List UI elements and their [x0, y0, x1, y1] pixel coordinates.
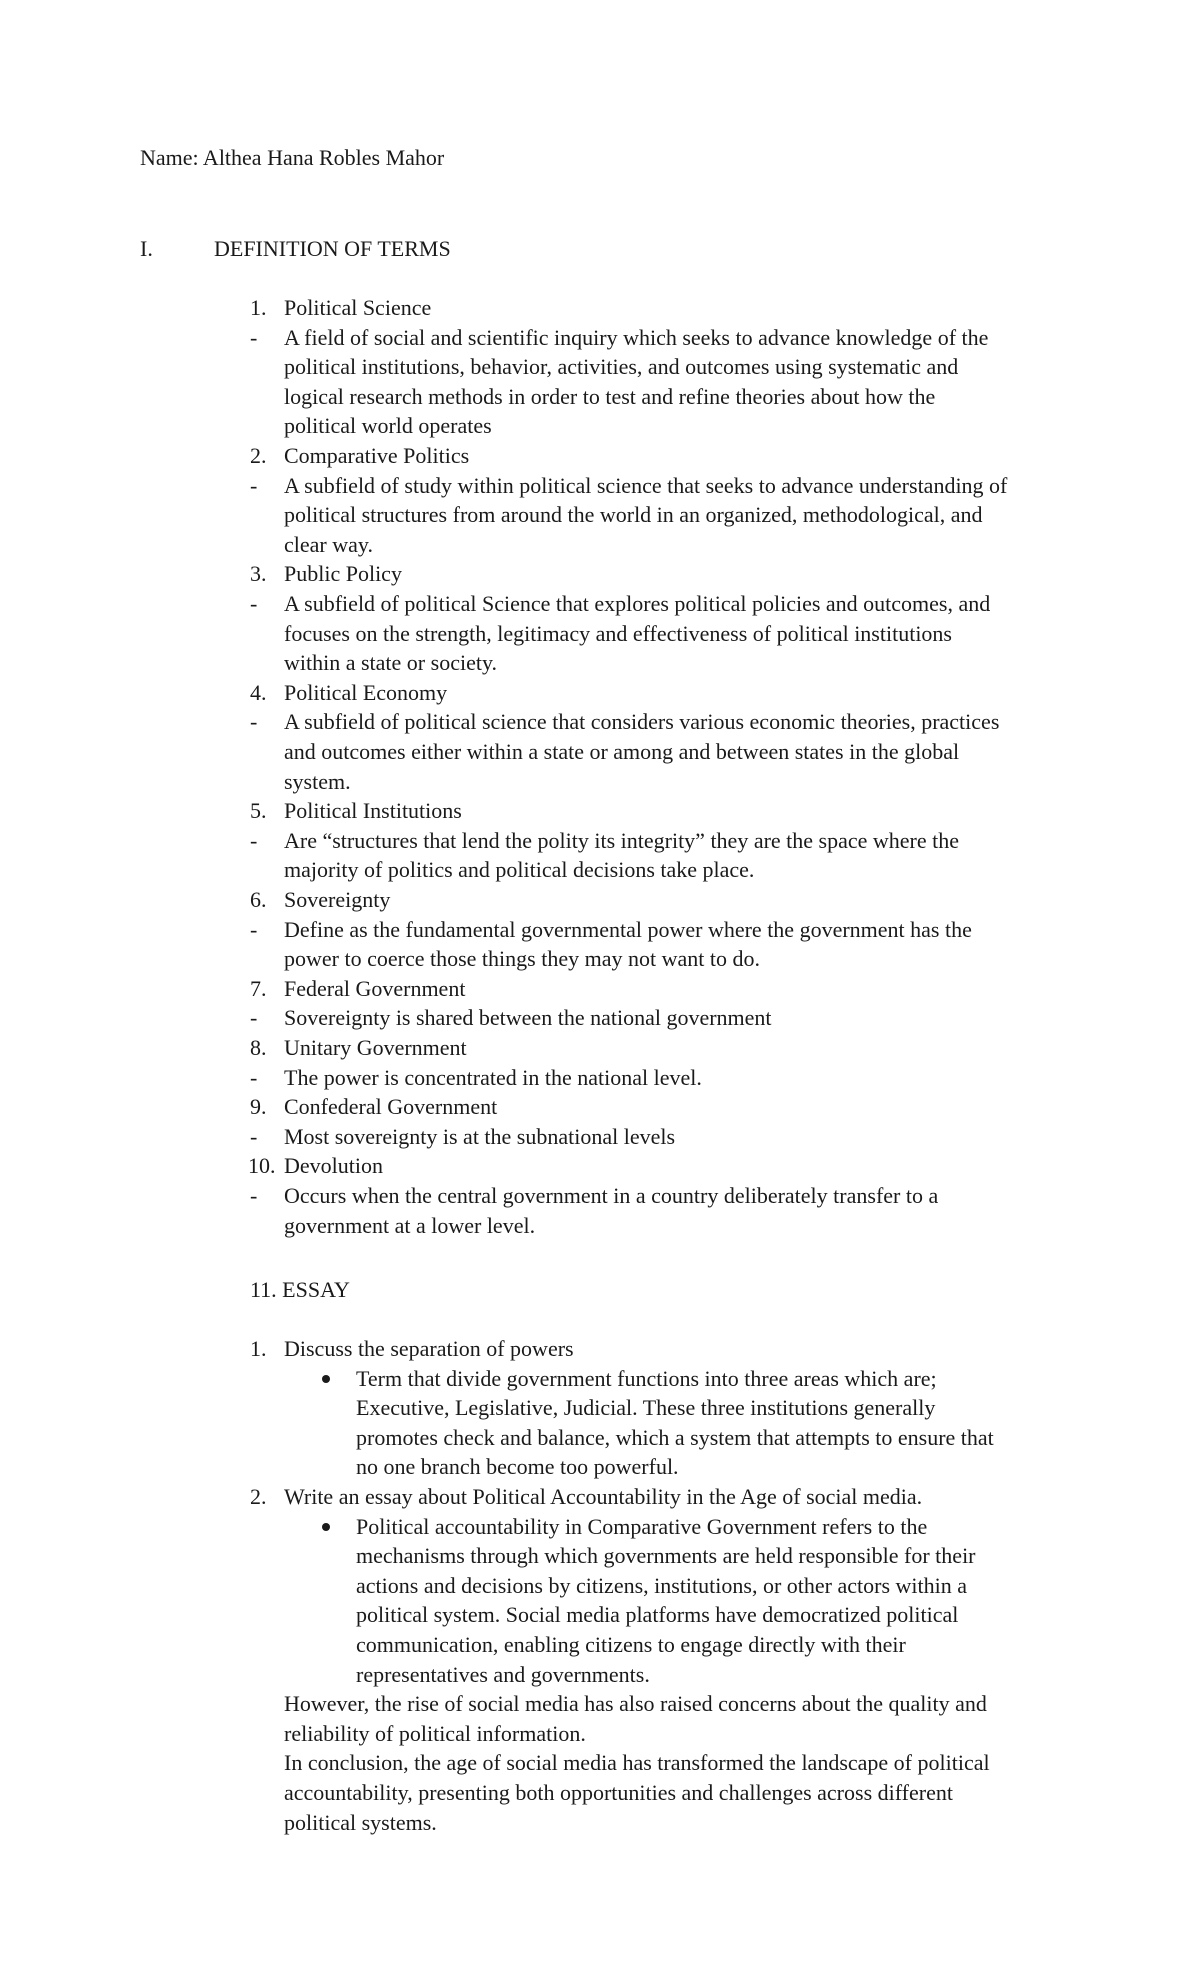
section-heading: DEFINITION OF TERMS [214, 236, 451, 261]
term-title: Political Institutions [284, 798, 462, 824]
term-definition-line: government at a lower level. [284, 1212, 536, 1238]
essay-answer-line: actions and decisions by citizens, institutions, or other actors within a [356, 1572, 967, 1598]
essay-answer-line: Term that divide government functions into three areas which are; [356, 1365, 937, 1391]
term-number: 10. [248, 1153, 276, 1179]
term-title: Public Policy [284, 561, 402, 587]
term-dash: - [250, 591, 258, 616]
term-number: 5. [250, 798, 267, 824]
essay-paragraph-line: In conclusion, the age of social media has transformed the landscape of political [284, 1750, 990, 1776]
term-title: Sovereignty [284, 887, 391, 912]
term-title: Federal Government [284, 975, 466, 1001]
term-definition-line: Sovereignty is shared between the national government [284, 1005, 772, 1031]
essay-question-title: Write an essay about Political Accountability in the Age of social media. [284, 1484, 923, 1509]
term-dash: - [250, 1123, 258, 1149]
section-numeral: I. [140, 236, 153, 261]
term-title: Political Science [284, 295, 432, 320]
essay-answer-line: no one branch become too powerful. [356, 1454, 679, 1480]
term-title: Devolution [284, 1153, 383, 1179]
bullet-icon [322, 1523, 330, 1531]
term-definition-line: Occurs when the central government in a country deliberately transfer to a [284, 1183, 939, 1208]
term-definition-line: The power is concentrated in the national level. [284, 1064, 702, 1090]
essay-question-number: 2. [250, 1484, 267, 1509]
term-dash: - [250, 1183, 258, 1208]
essay-answer-line: representatives and governments. [356, 1661, 650, 1687]
term-definition-line: power to coerce those things they may not want to do. [284, 946, 760, 972]
term-definition-line: A subfield of study within political science that seeks to advance understanding of [284, 472, 1008, 498]
essay-question-number: 1. [250, 1336, 267, 1361]
essay-paragraph-line: accountability, presenting both opportunities and challenges across different [284, 1780, 953, 1805]
essay-answer-line: mechanisms through which governments are held responsible for their [356, 1543, 976, 1569]
essay-heading: 11. ESSAY [250, 1277, 350, 1302]
term-dash: - [250, 709, 258, 735]
term-dash: - [250, 324, 258, 350]
term-definition-line: A field of social and scientific inquiry which seeks to advance knowledge of the [284, 324, 989, 350]
term-number: 2. [250, 443, 267, 468]
bullet-icon [322, 1375, 330, 1383]
term-definition-line: within a state or society. [284, 650, 498, 676]
term-number: 6. [250, 887, 267, 912]
term-definition-line: political world operates [284, 413, 492, 439]
term-number: 9. [250, 1094, 267, 1120]
term-title: Confederal Government [284, 1094, 498, 1120]
term-number: 1. [250, 295, 267, 320]
essay-answer-line: political system. Social media platforms have democratized political [356, 1602, 959, 1628]
term-definition-line: Most sovereignty is at the subnational levels [284, 1123, 676, 1149]
term-definition-line: and outcomes either within a state or among and between states in the global [284, 739, 960, 764]
essay-answer-line: communication, enabling citizens to engage directly with their [356, 1632, 906, 1657]
term-number: 7. [250, 975, 267, 1001]
essay-question-title: Discuss the separation of powers [284, 1336, 574, 1361]
essay-paragraph-line: However, the rise of social media has also raised concerns about the quality and [284, 1691, 987, 1717]
essay-paragraph-line: reliability of political information. [284, 1720, 586, 1746]
term-definition-line: clear way. [284, 531, 373, 557]
term-definition-line: focuses on the strength, legitimacy and effectiveness of political institutions [284, 620, 952, 646]
essay-answer-line: promotes check and balance, which a system that attempts to ensure that [356, 1424, 994, 1450]
term-title: Unitary Government [284, 1035, 467, 1060]
term-definition-line: political institutions, behavior, activities, and outcomes using systematic and [284, 354, 959, 380]
term-dash: - [250, 1064, 258, 1090]
term-definition-line: logical research methods in order to test and refine theories about how the [284, 383, 936, 409]
term-number: 8. [250, 1035, 267, 1060]
essay-answer-line: Political accountability in Comparative Government refers to the [356, 1513, 928, 1539]
term-number: 3. [250, 561, 267, 587]
essay-paragraph-line: political systems. [284, 1809, 437, 1835]
term-title: Comparative Politics [284, 443, 470, 468]
term-dash: - [250, 827, 258, 853]
essay-answer-line: Executive, Legislative, Judicial. These three institutions generally [356, 1395, 936, 1421]
term-definition-line: political structures from around the world in an organized, methodological, and [284, 502, 983, 528]
term-number: 4. [250, 679, 267, 705]
term-definition-line: Are “structures that lend the polity its integrity” they are the space where the [284, 827, 960, 853]
term-definition-line: majority of politics and political decisions take place. [284, 857, 755, 883]
term-title: Political Economy [284, 679, 448, 705]
term-dash: - [250, 472, 258, 498]
term-definition-line: system. [284, 768, 351, 794]
term-definition-line: Define as the fundamental governmental power where the government has the [284, 916, 972, 942]
term-dash: - [250, 1005, 258, 1031]
term-definition-line: A subfield of political Science that explores political policies and outcomes, and [284, 591, 991, 616]
student-name: Name: Althea Hana Robles Mahor [140, 145, 445, 170]
term-definition-line: A subfield of political science that considers various economic theories, practices [284, 709, 1000, 735]
term-dash: - [250, 916, 258, 942]
